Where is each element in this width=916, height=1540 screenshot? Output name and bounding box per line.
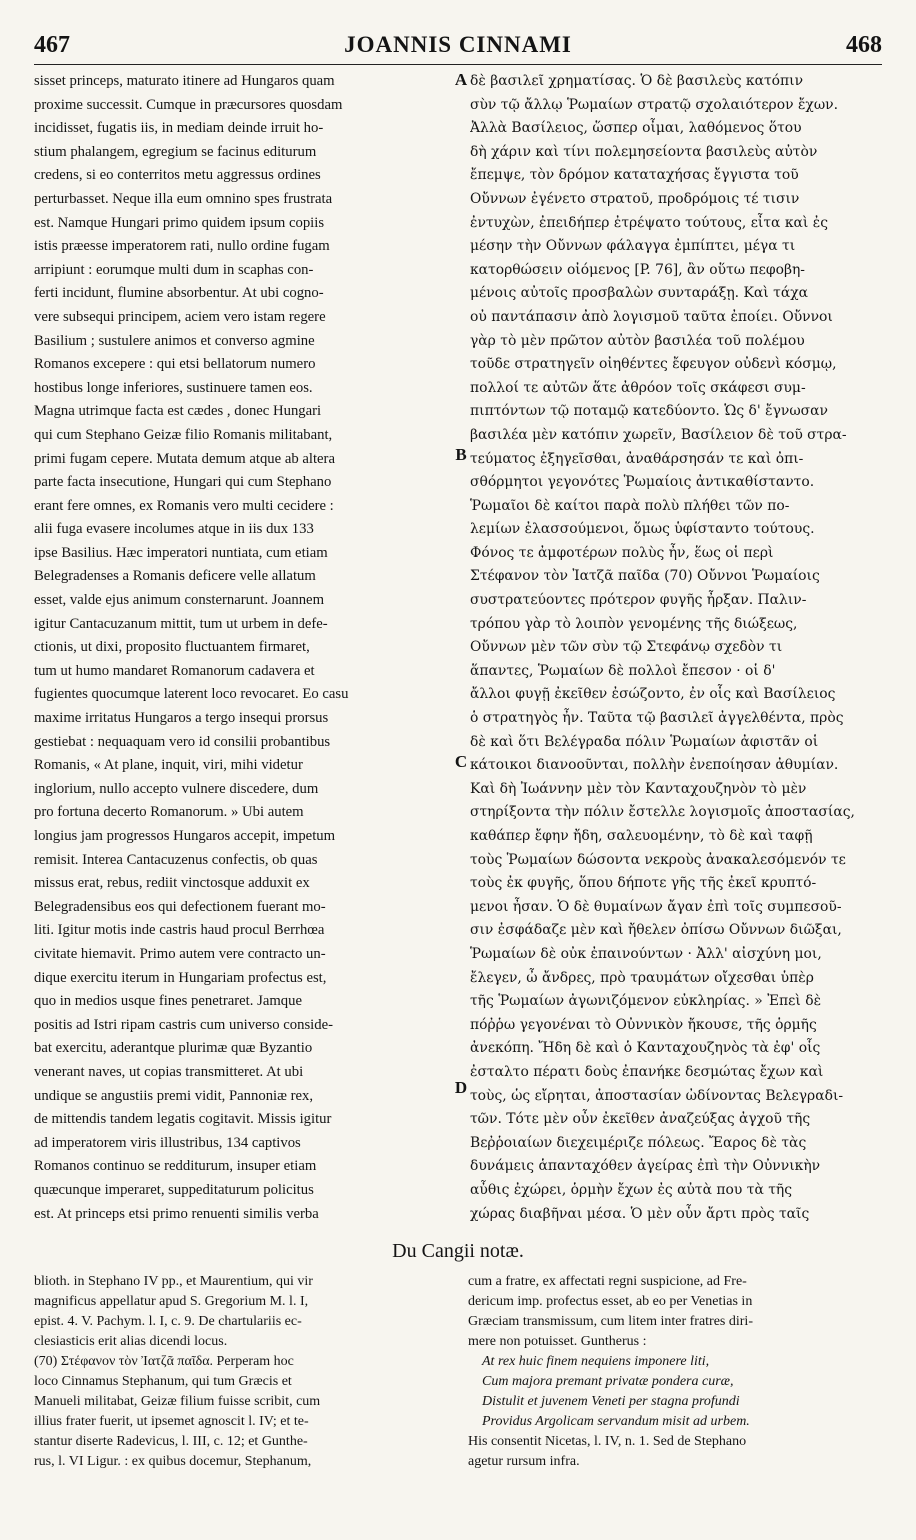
note-line: loco Cinnamus Stephanum, qui tum Græcis et: [34, 1374, 292, 1389]
latin-text-line: missus erat, rebus, rediit vinctosque adduxit ex: [34, 875, 310, 892]
right-page-number: 468: [845, 31, 882, 58]
latin-text-line: undique se angustiis premi vidit, Pannoniæ rex,: [34, 1087, 314, 1104]
greek-text-line: τῶν. Τότε μὲν οὖν ἐκεῖθεν ἀναζεύξας ἀγχοῦ τῆς: [470, 1111, 811, 1128]
greek-text-line: δυνάμεις ἁπανταχόθεν ἀγείρας ἐπὶ τὴν Οὐννικὴν: [470, 1158, 821, 1175]
greek-text-line: Βεῤῥοιαίων διεχειμέριζε πόλεως. Ἔαρος δὲ τὰς: [470, 1134, 807, 1151]
latin-text-line: inglorium, nullo accepto vulnere discedere, dum: [34, 780, 319, 797]
latin-text-line: igitur Cantacuzanum mittit, tum ut urbem in defe-: [34, 615, 328, 632]
greek-text-line: ἅπαντες, Ῥωμαίων δὲ πολλοὶ ἔπεσον · οἱ δ': [470, 662, 776, 679]
greek-text-line: σὺν τῷ ἄλλῳ Ῥωμαίων στρατῷ σχολαιότερον ἔχων.: [470, 96, 839, 113]
greek-text-line: τρόπου γὰρ τὸ λοιπὸν γενομένης τῆς διώξεως,: [470, 615, 798, 632]
greek-text-line: τοὺς ἐκ φυγῆς, ὅπου δήποτε γῆς τῆς ἐκεῖ κρυπτό-: [470, 875, 817, 892]
latin-text-line: maxime irritatus Hungaros a tergo insequi prorsus: [34, 710, 329, 727]
notes-left-column: [34, 1272, 452, 1522]
latin-text-line: incidisset, fugatis iis, in mediam deinde irruit ho-: [34, 120, 324, 137]
greek-text-line: τεύματος ἐξηγεῖσθαι, ἀναθάρσησάν τε καὶ ὀπι-: [470, 450, 804, 467]
note-line: mere non potuisset. Guntherus :: [468, 1334, 647, 1349]
latin-text-line: est. At princeps etsi primo renuenti similis verba: [34, 1205, 319, 1222]
greek-text-line: Ῥωμαῖοι δὲ καίτοι παρὰ πολὺ πλήθει τῶν πο-: [470, 497, 790, 514]
note-line: dericum imp. profectus esset, ab eo per Venetias in: [468, 1294, 753, 1309]
greek-text-line: χώρας διαβῆναι μέσα. Ὁ μὲν οὖν ἄρτι πρὸς ταῖς: [470, 1205, 810, 1222]
note-line: rus, l. VI Ligur. : ex quibus docemur, Stephanum,: [34, 1454, 312, 1469]
greek-text-line: σιν ἐσφάδαζε μὲν καὶ ἤθελεν ὀπίσω Οὔννων διῶξαι,: [470, 922, 842, 939]
latin-text-line: pro fortuna decerto Romanorum. » Ubi autem: [34, 804, 304, 821]
greek-text-line: καθάπερ ἔφην ἤδη, σαλευομένην, τὸ δὲ καὶ ταφῇ: [470, 828, 813, 844]
latin-text-line: longius jam progressos Hungaros accepit, impetum: [34, 828, 336, 844]
greek-text-line: μέσην τὴν Οὔννων φάλαγγα ἐμπίπτει, μέγα τι: [470, 238, 796, 255]
greek-text-line: τοὺς Ῥωμαίων δώσοντα νεκροὺς ἀνακαλεσόμενόν τε: [470, 851, 846, 868]
latin-text-line: ipse Basilius. Hæc imperatori nuntiata, cum etiam: [34, 544, 328, 561]
greek-text-line: ὁ στρατηγὸς ἦν. Ταῦτα τῷ βασιλεῖ ἀγγελθέντα, πρὸς: [470, 710, 844, 727]
note-line: Manueli militabat, Geizæ filium fuisse scribit, cum: [34, 1394, 321, 1409]
latin-text-line: liti. Igitur motis inde castris haud procul Berrhœa: [34, 922, 325, 939]
greek-text-line: Καὶ δὴ Ἰωάννην μὲν τὸν Κανταχουζηνὸν τὸ μὲν: [470, 780, 807, 797]
note-line: stantur diserte Radevicus, l. III, c. 12; et Gunthe-: [34, 1434, 308, 1449]
greek-text-line: μένοις αὐτοῖς προσβαλὼν συνταράξῃ. Καὶ τάχα: [470, 285, 808, 302]
latin-text-line: qui cum Stephano Geizæ filio Romanis militabant,: [34, 426, 333, 443]
greek-text-line: στηρίξοντα τὴν πόλιν ἔστελλε λογισμοῖς ἀποστασίας,: [470, 804, 855, 821]
greek-text-line: λεμίων ἐλασσούμενοι, ὅμως ὑφίσταντο τούτους.: [470, 521, 815, 538]
latin-text-line: venerant naves, ut copias transmitteret. At ubi: [34, 1063, 304, 1080]
latin-text-line: istis præesse imperatorem rati, nullo ordine fugam: [34, 238, 330, 255]
latin-text-line: tum ut humo mandaret Romanorum cadavera et: [34, 662, 315, 679]
latin-text-line: arripiunt : eorumque multi dum in scaphas con-: [34, 261, 314, 278]
latin-text-line: ad imperatorem viris illustribus, 134 captivos: [34, 1134, 301, 1151]
section-marker-c: C: [454, 752, 468, 771]
latin-text-line: sisset princeps, maturato itinere ad Hungaros quam: [34, 73, 335, 89]
greek-text-line: βασιλέα μὲν κατόπιν χωρεῖν, Βασίλειον δὲ τοῦ στρα-: [470, 426, 847, 443]
running-header: [34, 28, 882, 62]
left-page-number: 467: [34, 31, 70, 58]
latin-text-line: Romanos excepere : qui etsi bellatorum numero: [34, 356, 316, 373]
greek-text-line: πολλοί τε αὐτῶν ἅτε ἀθρόον τοῖς σκάφεσι συμ-: [470, 379, 806, 396]
greek-text-line: μενοι ἦσαν. Ὁ δὲ θυμαίνων ἄγαν ἐπὶ τοῖς συμπεσοῦ-: [470, 898, 842, 915]
latin-text-line: alii fuga evasere incolumes atque in iis dux 133: [34, 521, 314, 538]
greek-text-line: ἔλεγεν, ὦ ἄνδρες, πρὸ τραυμάτων οἴχεσθαι ὑπὲρ: [470, 969, 814, 986]
note-line: (70) Στέφανον τὸν Ἰατζᾶ παῖδα. Perperam hoc: [34, 1354, 294, 1369]
greek-text-line: πιπτόντων τῷ ποταμῷ κατεδύοντο. Ὡς δ' ἔγνωσαν: [470, 403, 828, 420]
note-line: illius frater fuerit, ut ipsemet agnoscit l. IV; et te-: [34, 1414, 309, 1429]
greek-text-line: ἐσταλτο πέρατι δοὺς ἐπανήκε δεσμώτας ἔχων καὶ: [470, 1063, 824, 1080]
greek-text-line: σθόρμητοι γεγονότες Ῥωμαίοις ἀντικαθίσταντο.: [470, 474, 815, 491]
latin-text-line: parte facta insecutione, Hungari qui cum Stephano: [34, 474, 332, 491]
latin-text-line: Magna utrimque facta est cædes , donec Hungari: [34, 403, 322, 420]
latin-text-line: ctionis, ut dixi, proposito fluctuantem firmaret,: [34, 639, 310, 656]
latin-text-line: proxime successit. Cumque in præcursores quosdam: [34, 96, 343, 113]
latin-text-line: Basilium ; sustulere animos et converso agmine: [34, 332, 315, 349]
latin-text-line: stium phalangem, egregium se facinus editurum: [34, 143, 317, 160]
greek-text-line: δὲ καὶ ὅτι Βελέγραδα πόλιν Ῥωμαίων ἀφιστᾶν οἱ: [470, 733, 819, 750]
verse-line: At rex huic finem nequiens imponere liti,: [482, 1354, 710, 1369]
latin-text-line: Romanis, « At plane, inquit, viri, mihi videtur: [34, 757, 303, 774]
verse-line: Cum majora premant privatæ pondera curæ,: [482, 1374, 734, 1389]
note-line: epist. 4. V. Pachym. l. I, c. 9. De chartulariis ec-: [34, 1314, 302, 1329]
note-line: cum a fratre, ex affectati regni suspicione, ad Fre-: [468, 1274, 747, 1289]
latin-text-line: civitate hiemavit. Primo autem vere contracto un-: [34, 945, 326, 962]
greek-text-line: αὖθις ἐχώρει, ὁρμὴν ἔχων ἐς αὐτὰ που τὰ τῆς: [470, 1181, 793, 1198]
latin-text-line: esset, valde ejus animum consternarunt. Joannem: [34, 592, 324, 609]
note-line: agetur rursum infra.: [468, 1454, 580, 1469]
latin-text-line: remisit. Interea Cantacuzenus confectis, ob quas: [34, 851, 318, 868]
latin-text-line: fugientes quocumque laterent loco revocaret. Eo casu: [34, 686, 349, 703]
note-line: clesiasticis erit alias dicendi locus.: [34, 1334, 228, 1349]
running-title: JOANNIS CINNAMI: [344, 32, 572, 57]
latin-text-line: est. Namque Hungari primo quidem ipsum copiis: [34, 214, 325, 231]
greek-text-line: Οὔννων ἐγένετο στρατοῦ, προδρόμοις τέ τισιν: [470, 190, 800, 207]
latin-text-line: hostibus longe inferiores, sustinuere tamen eos.: [34, 379, 313, 396]
greek-text-line: συστρατεύοντες πρότερον φυγῆς ἦρξαν. Παλιν-: [470, 592, 807, 609]
notes-right-column: [468, 1272, 882, 1522]
greek-text-line: οὐ παντάπασιν ἀπὸ λογισμοῦ ταῦτα ἐποίει. Οὔννοι: [470, 308, 833, 325]
latin-text-line: erant fere omnes, ex Romanis vero multi cecidere :: [34, 497, 334, 514]
latin-text-line: ferti incidunt, flumine absorbentur. At ubi cogno-: [34, 285, 324, 302]
latin-text-line: Belegradensibus eos qui defectionem fuerant mo-: [34, 898, 326, 915]
latin-text-line: quæcunque imperaret, suppeditaturum policitus: [34, 1181, 314, 1198]
header-rule: [34, 64, 882, 65]
latin-text-line: vere subsequi principem, aciem vero istam regere: [34, 308, 326, 325]
greek-text-line: Ἀλλὰ Βασίλειος, ὥσπερ οἶμαι, λαθόμενος ὅτου: [470, 120, 802, 137]
latin-column: [34, 70, 450, 1228]
greek-text-line: τοὺς, ὡς εἴρηται, ἀποστασίαν ὠδίνοντας Βελεγραδι-: [470, 1087, 844, 1104]
verse-line: Providus Argolicam servandum misit ad urbem.: [482, 1414, 750, 1429]
greek-text-line: Ῥωμαίων δὲ οὐκ ἐπαινούντων · Ἀλλ' αἰσχύνη μοι,: [470, 945, 822, 962]
greek-text-line: ἐντυχὼν, ἐπειδήπερ ἐτρέψατο τούτους, εἶτα καὶ ἐς: [470, 214, 828, 231]
greek-text-line: δὲ βασιλεῖ χρηματίσας. Ὁ δὲ βασιλεὺς κατόπιν: [470, 73, 804, 89]
latin-text-line: Belegradenses a Romanis deficere velle allatum: [34, 568, 316, 585]
greek-text-line: Στέφανον τὸν Ἰατζᾶ παῖδα (70) Οὔννοι Ῥωμαίοις: [470, 568, 820, 585]
latin-text-line: perturbasset. Neque illa eum omnino spes frustrata: [34, 190, 333, 207]
greek-text-line: γὰρ τὸ μὲν πρῶτον αὐτὸν βασιλέα τοῦ πολέμου: [470, 332, 805, 349]
section-marker-b: B: [455, 445, 467, 464]
greek-text-line: ἀνεκόπη. Ἤδη δὲ καὶ ὁ Κανταχουζηνὸς τὰ ἐφ' οἷς: [470, 1040, 821, 1057]
note-line: His consentit Nicetas, l. IV, n. 1. Sed de Stephano: [468, 1434, 747, 1449]
latin-text-line: quo in medios usque fines penetraret. Jamque: [34, 993, 302, 1010]
greek-text-line: πόῤῥω γεγονέναι τὸ Οὐννικὸν ἤκουσε, τῆς ὁρμῆς: [470, 1016, 817, 1033]
greek-text-line: Οὔννων μὲν τῶν σὺν τῷ Στεφάνῳ σχεδὸν τι: [470, 639, 783, 656]
note-line: Græciam transmissum, cum litem inter fratres diri-: [468, 1314, 753, 1329]
section-marker-a: A: [454, 70, 468, 89]
notes-heading: Du Cangii notæ.: [392, 1240, 524, 1262]
greek-text-line: κάτοικοι διανοοῦνται, πολλὴν ἐνεποίησαν ἀθυμίαν.: [470, 757, 839, 774]
note-line: blioth. in Stephano IV pp., et Maurentium, qui vir: [34, 1274, 313, 1289]
latin-text-line: Romanos continuo se redditurum, insuper etiam: [34, 1158, 317, 1175]
section-marker-d: D: [454, 1078, 468, 1097]
greek-text-line: Φόνος τε ἀμφοτέρων πολὺς ἦν, ἕως οἱ περὶ: [470, 544, 774, 561]
latin-text-line: credens, si eo conterritos metu aggressus ordines: [34, 167, 321, 184]
greek-text-line: ἔπεμψε, τὸν δρόμον καταταχήσας ἔγγιστα τοῦ: [470, 167, 799, 184]
greek-text-line: τοῦδε στρατηγεῖν οἰηθέντες ἔφευγον οὐδενὶ κόσμῳ,: [470, 356, 837, 373]
latin-text-line: dique exercitu iterum in Hungariam profectus est,: [34, 969, 327, 986]
greek-text-line: τῆς Ῥωμαίων ἀγωνιζόμενον εὐκληρίας. » Ἐπεὶ δὲ: [470, 993, 822, 1010]
note-line: magnificus appellatur apud S. Gregorium M. l. I,: [34, 1294, 309, 1309]
latin-text-line: primi fugam cepere. Mutata demum atque ab altera: [34, 450, 335, 467]
greek-column: [470, 70, 882, 1228]
greek-text-line: ἄλλοι φυγῇ ἐκεῖθεν ἐσώζοντο, ἐν οἷς καὶ Βασίλειος: [470, 686, 836, 703]
latin-text-line: gestiebat : nequaquam vero id consilii probantibus: [34, 733, 331, 750]
latin-text-line: positis ad Istri ripam castris cum universo conside-: [34, 1016, 333, 1033]
greek-text-line: δὴ χάριν καὶ τίνι πολεμησείοντα βασιλεὺς αὐτὸν: [470, 143, 818, 160]
latin-text-line: bat exercitu, aderantque plurimæ quæ Byzantio: [34, 1040, 313, 1057]
verse-line: Distulit et juvenem Veneti per stagna profundi: [482, 1394, 740, 1409]
greek-text-line: κατορθώσειν οἰόμενος [P. 76], ἂν οὕτω πεφοβη-: [470, 261, 805, 278]
latin-text-line: de mittendis tandem legatis cogitavit. Missis igitur: [34, 1111, 332, 1128]
